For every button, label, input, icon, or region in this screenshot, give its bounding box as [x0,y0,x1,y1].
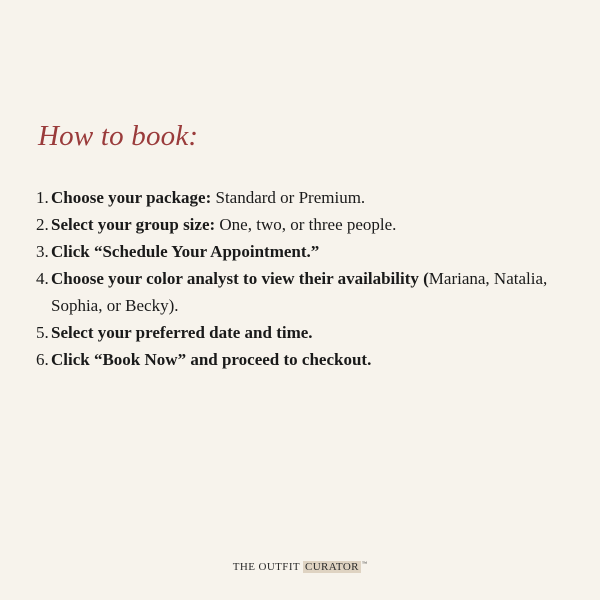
step-action: Choose your package: [51,188,212,207]
step-number: 6. [36,350,49,369]
step-1 [36,184,576,211]
step-number: 2. [36,215,49,234]
step-4 [36,265,576,319]
trademark-mark: ™ [361,562,368,568]
booking-steps-list [36,184,576,373]
step-number: 1. [36,188,49,207]
step-number: 5. [36,323,49,342]
page-title: How to book: [38,120,199,152]
step-2 [36,211,576,238]
step-6 [36,346,576,373]
step-action: Click “Schedule Your Appointment.” [51,242,320,261]
step-detail: Standard or Premium. [211,188,366,207]
step-action: Choose your color analyst to view their availability ( [51,269,429,288]
step-5 [36,319,576,346]
step-number: 3. [36,242,49,261]
step-number: 4. [36,269,49,288]
step-3 [36,238,576,265]
brand-name-prefix: THE OUTFIT [232,561,303,573]
step-detail: One, two, or three people. [215,215,397,234]
step-detail: Mariana, Natalia, Sophia, or Becky). [51,269,548,315]
step-action: Click “Book Now” and proceed to checkout. [51,350,372,369]
step-action: Select your preferred date and time. [51,323,313,342]
step-action: Select your group size: [51,215,216,234]
brand-name-highlight: CURATOR [304,561,359,573]
brand-footer [0,561,600,573]
